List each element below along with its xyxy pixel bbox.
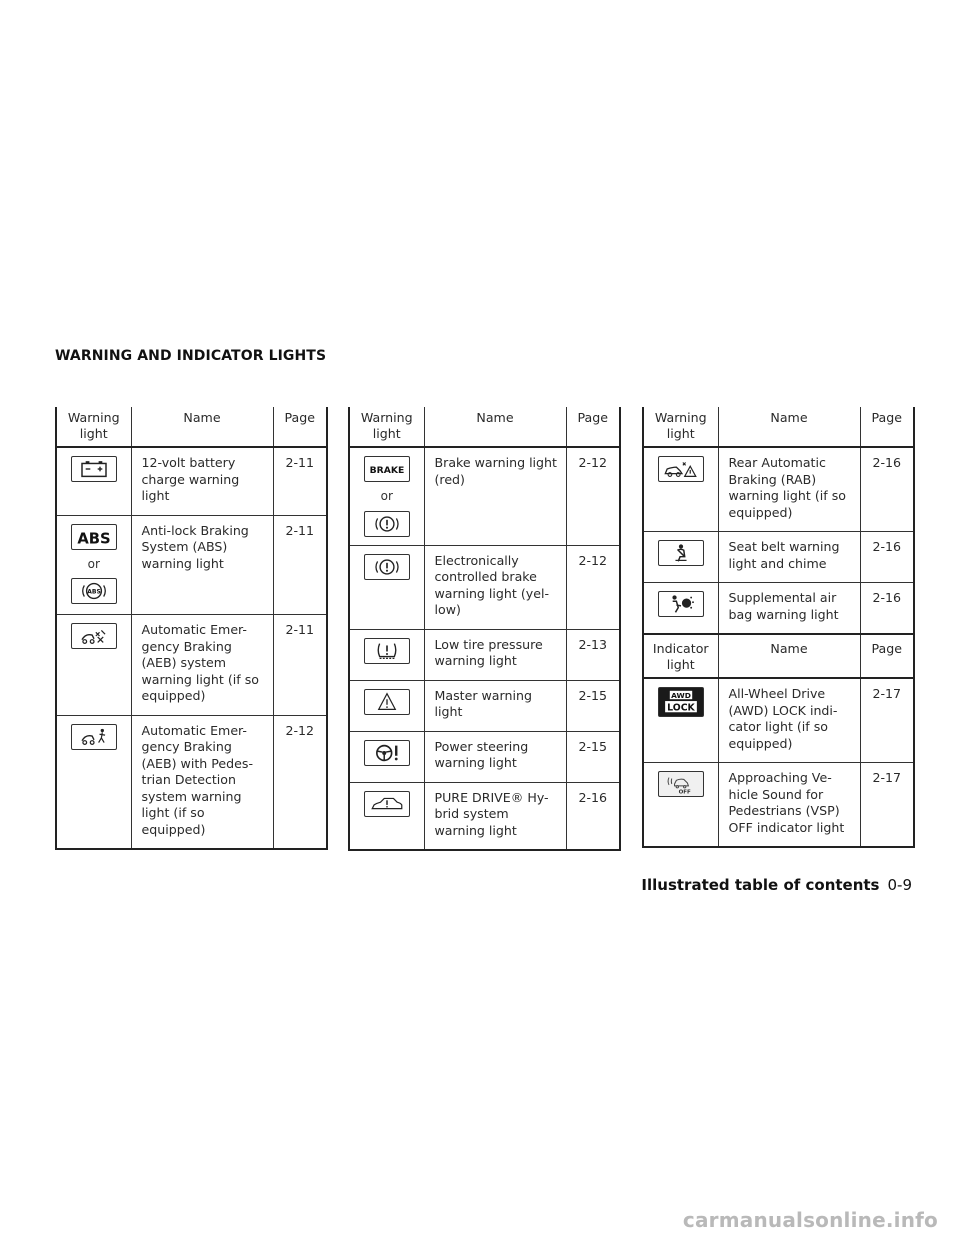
- svg-text:ABS: ABS: [77, 529, 111, 547]
- page-ref: 2-16: [860, 532, 914, 583]
- light-name: PURE DRIVE® Hy-brid system warning light: [424, 782, 566, 850]
- light-name: Anti-lock Braking System (ABS) warning light: [131, 515, 273, 615]
- power-steering-icon: [364, 740, 410, 766]
- header-indicator-light: Indicator light: [643, 634, 718, 678]
- table-row: [349, 447, 620, 545]
- warning-indicator-table-3: [642, 407, 915, 848]
- light-name: Electronically controlled brake warning light (yel-low): [424, 545, 566, 629]
- page-ref: 2-16: [860, 583, 914, 635]
- table-row: [56, 715, 327, 849]
- rab-icon: [658, 456, 704, 482]
- table-row: [643, 447, 914, 532]
- header-page: Page: [577, 410, 608, 425]
- table-row: [56, 447, 327, 515]
- svg-text:BRAKE: BRAKE: [369, 465, 405, 477]
- brake-circle-icon: [364, 554, 410, 580]
- abs-icon: [71, 524, 117, 550]
- air-bag-icon: [658, 591, 704, 617]
- light-name: Brake warning light (red): [424, 447, 566, 545]
- header-name: Name: [718, 407, 860, 447]
- header-name: Name: [424, 407, 566, 447]
- light-name: All-Wheel Drive (AWD) LOCK indi-cator light (if so equipped): [718, 678, 860, 763]
- light-name: Approaching Ve-hicle Sound for Pedestrians (VSP) OFF indicator light: [718, 763, 860, 848]
- page-ref: 2-17: [860, 763, 914, 848]
- table-row: [643, 763, 914, 848]
- page-ref: 2-15: [566, 680, 620, 731]
- brake-text-icon: [364, 456, 410, 482]
- page-ref: 2-17: [860, 678, 914, 763]
- light-name: 12-volt battery charge warning light: [131, 447, 273, 515]
- or-label: or: [87, 556, 100, 571]
- header-page: Page: [871, 410, 902, 425]
- table-row: [349, 545, 620, 629]
- light-name: Supplemental air bag warning light: [718, 583, 860, 635]
- light-name: Automatic Emer-gency Braking (AEB) with Pedes-trian Detection system warning light (if so equipped): [131, 715, 273, 849]
- table-row: [643, 583, 914, 635]
- battery-icon: [71, 456, 117, 482]
- table-row: [56, 615, 327, 716]
- light-name: Seat belt warning light and chime: [718, 532, 860, 583]
- svg-text:LOCK: LOCK: [666, 702, 695, 714]
- table-row: [643, 532, 914, 583]
- awd-lock-icon: [658, 687, 704, 717]
- page-ref: 2-12: [566, 545, 620, 629]
- header-name: Name: [131, 407, 273, 447]
- header-warning-light: Warning light: [643, 407, 718, 447]
- page-ref: 2-12: [273, 715, 327, 849]
- svg-text:AWD: AWD: [670, 690, 691, 700]
- aeb-icon: [71, 623, 117, 649]
- table-row: [349, 731, 620, 782]
- warning-lights-table-1: [55, 407, 328, 850]
- page-ref: 2-16: [566, 782, 620, 850]
- svg-text:ABS: ABS: [86, 588, 101, 596]
- warning-lights-table-2: [348, 407, 621, 851]
- hybrid-system-icon: [364, 791, 410, 817]
- svg-text:OFF: OFF: [678, 789, 691, 796]
- page-ref: 2-11: [273, 447, 327, 515]
- table-row: [349, 629, 620, 680]
- master-warning-icon: [364, 689, 410, 715]
- brake-circle-icon: [364, 511, 410, 537]
- light-name: Automatic Emer-gency Braking (AEB) system warning light (if so equipped): [131, 615, 273, 716]
- vsp-off-icon: [658, 771, 704, 797]
- page-ref: 2-11: [273, 615, 327, 716]
- header-warning-light: Warning light: [349, 407, 424, 447]
- seat-belt-icon: [658, 540, 704, 566]
- light-name: Power steering warning light: [424, 731, 566, 782]
- or-label: or: [380, 489, 393, 503]
- watermark: carmanualsonline.info: [682, 1208, 938, 1232]
- page-footer: [641, 876, 912, 894]
- header-page: Page: [871, 641, 902, 656]
- footer-page-number: 0-9: [887, 876, 912, 894]
- light-name: Rear Automatic Braking (RAB) warning light (if so equipped): [718, 447, 860, 532]
- page-ref: 2-13: [566, 629, 620, 680]
- abs-circle-icon: [71, 578, 117, 604]
- page-ref: 2-11: [273, 515, 327, 615]
- table-row: [56, 515, 327, 615]
- page-ref: 2-15: [566, 731, 620, 782]
- footer-title: Illustrated table of contents: [641, 876, 880, 894]
- table-row: [349, 680, 620, 731]
- page-ref: 2-12: [566, 447, 620, 545]
- light-name: Master warning light: [424, 680, 566, 731]
- tire-pressure-icon: [364, 638, 410, 664]
- page-ref: 2-16: [860, 447, 914, 532]
- section-title: WARNING AND INDICATOR LIGHTS: [55, 348, 327, 364]
- header-page: Page: [284, 410, 315, 425]
- light-name: Low tire pressure warning light: [424, 629, 566, 680]
- header-name: Name: [718, 634, 860, 678]
- table-row: [349, 782, 620, 850]
- table-row: [643, 678, 914, 763]
- aeb-pedestrian-icon: [71, 724, 117, 750]
- header-warning-light: Warning light: [56, 407, 131, 447]
